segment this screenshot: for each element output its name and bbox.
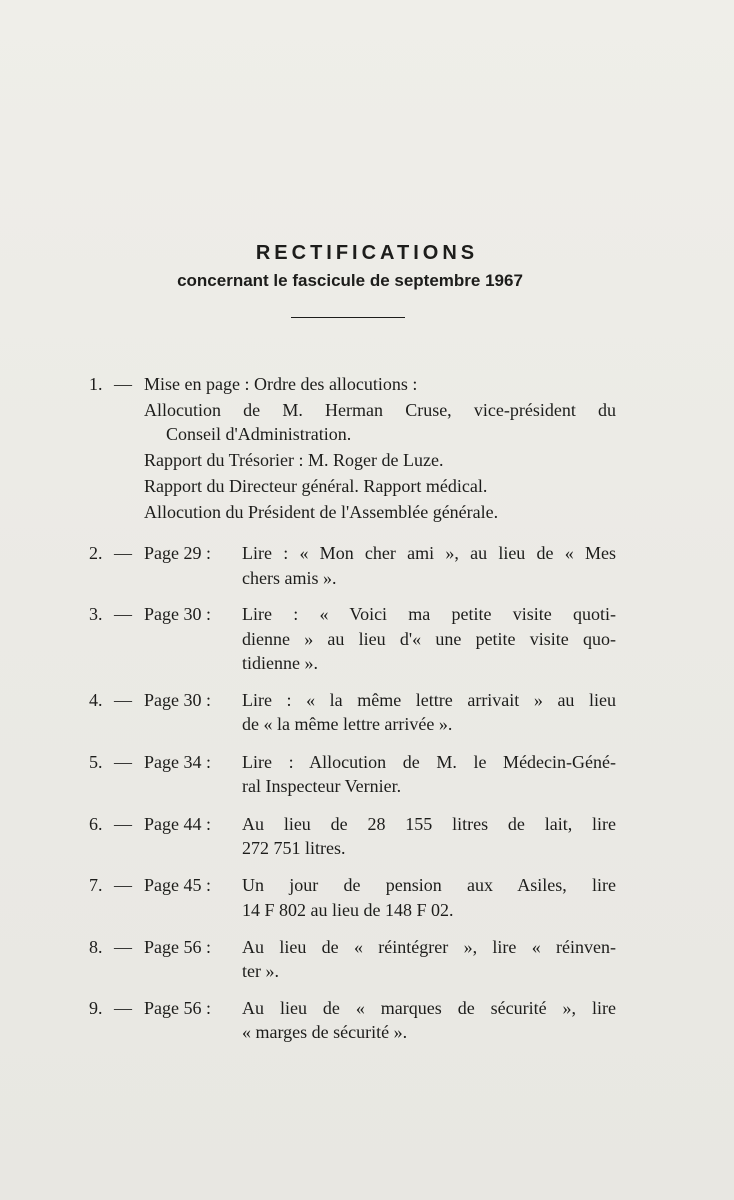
item-line: Au lieu de 28 155 litres de lait, lire bbox=[242, 814, 616, 834]
item-number: 1. bbox=[89, 374, 103, 394]
item-number: 5. bbox=[89, 752, 103, 772]
item-line: de « la même lettre arrivée ». bbox=[242, 714, 453, 734]
item-dash: — bbox=[114, 875, 132, 895]
item-line: Rapport du Trésorier : M. Roger de Luze. bbox=[144, 450, 444, 470]
item-page: Page 56 : bbox=[144, 998, 211, 1018]
item-line: 272 751 litres. bbox=[242, 838, 346, 858]
item-page: Page 29 : bbox=[144, 543, 211, 563]
item-line: 14 F 802 au lieu de 148 F 02. bbox=[242, 900, 454, 920]
item-dash: — bbox=[114, 543, 132, 563]
item-dash: — bbox=[114, 752, 132, 772]
item-line: Lire : « Voici ma petite visite quoti- bbox=[242, 604, 616, 624]
item-line: Allocution de M. Herman Cruse, vice-président du bbox=[144, 400, 616, 420]
item-number: 3. bbox=[89, 604, 103, 624]
item-line: Rapport du Directeur général. Rapport médical. bbox=[144, 476, 488, 496]
item-page: Page 44 : bbox=[144, 814, 211, 834]
item-number: 6. bbox=[89, 814, 103, 834]
item-line: Lire : Allocution de M. le Médecin-Géné- bbox=[242, 752, 616, 772]
item-page: Page 30 : bbox=[144, 604, 211, 624]
item-line: dienne » au lieu d'« une petite visite quo- bbox=[242, 629, 616, 649]
item-dash: — bbox=[114, 374, 132, 394]
item-line: Allocution du Président de l'Assemblée générale. bbox=[144, 502, 499, 522]
item-heading: Mise en page : Ordre des allocutions : bbox=[144, 374, 418, 394]
item-page: Page 30 : bbox=[144, 690, 211, 710]
item-dash: — bbox=[114, 998, 132, 1018]
document-subtitle: concernant le fascicule de septembre 1967 bbox=[177, 271, 523, 290]
item-line: Au lieu de « marques de sécurité », lire bbox=[242, 998, 616, 1018]
item-line: chers amis ». bbox=[242, 568, 337, 588]
item-number: 4. bbox=[89, 690, 103, 710]
item-line: tidienne ». bbox=[242, 653, 318, 673]
document-title: RECTIFICATIONS bbox=[255, 242, 479, 264]
item-dash: — bbox=[114, 814, 132, 834]
item-line: « marges de sécurité ». bbox=[242, 1022, 408, 1042]
item-line: ter ». bbox=[242, 961, 279, 981]
item-line: ral Inspecteur Vernier. bbox=[242, 776, 402, 796]
item-page: Page 45 : bbox=[144, 875, 211, 895]
item-number: 8. bbox=[89, 937, 103, 957]
title-divider bbox=[291, 317, 405, 318]
item-number: 7. bbox=[89, 875, 103, 895]
item-line: Un jour de pension aux Asiles, lire bbox=[242, 875, 616, 895]
item-page: Page 56 : bbox=[144, 937, 211, 957]
item-line: Lire : « Mon cher ami », au lieu de « Mes bbox=[242, 543, 616, 563]
item-number: 2. bbox=[89, 543, 103, 563]
item-line: Au lieu de « réintégrer », lire « réinven- bbox=[242, 937, 616, 957]
item-number: 9. bbox=[89, 998, 103, 1018]
item-page: Page 34 : bbox=[144, 752, 211, 772]
item-line: Conseil d'Administration. bbox=[166, 424, 352, 444]
item-line: Lire : « la même lettre arrivait » au lieu bbox=[242, 690, 616, 710]
item-dash: — bbox=[114, 937, 132, 957]
item-dash: — bbox=[114, 690, 132, 710]
item-dash: — bbox=[114, 604, 132, 624]
